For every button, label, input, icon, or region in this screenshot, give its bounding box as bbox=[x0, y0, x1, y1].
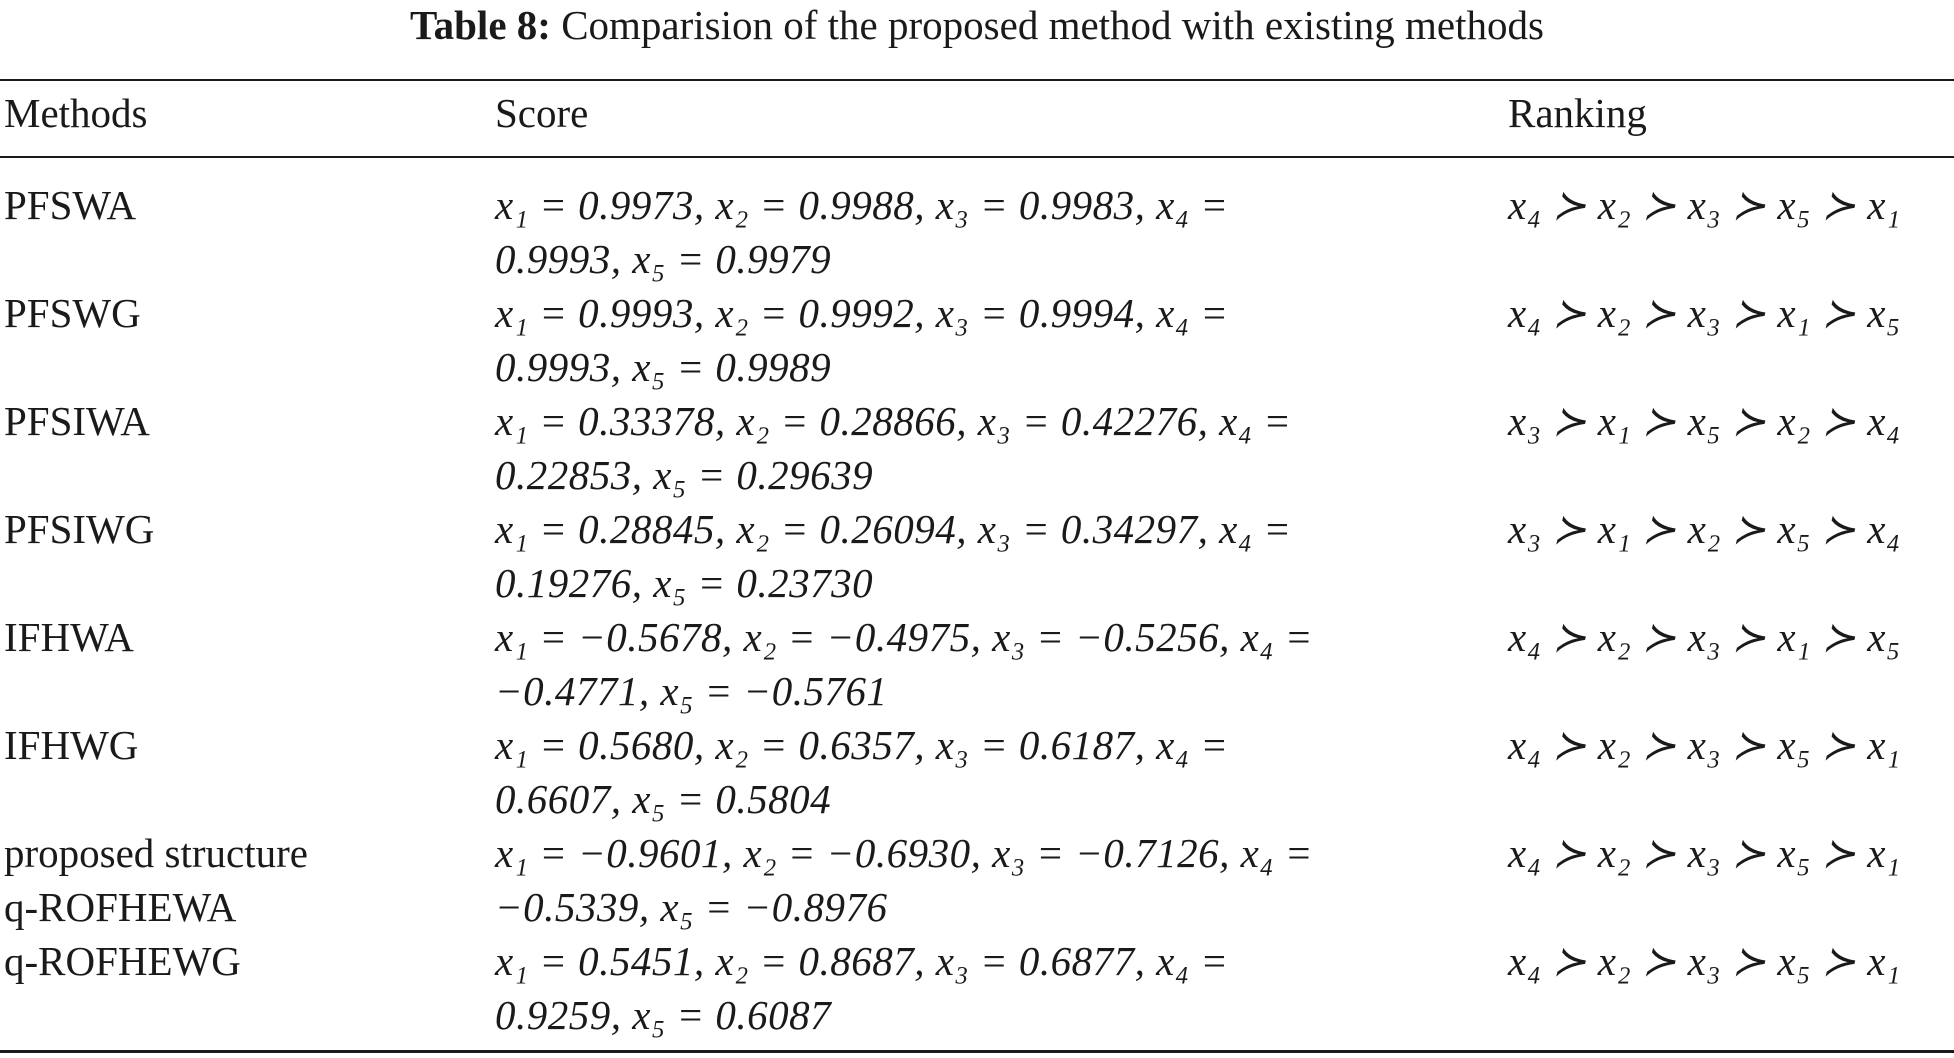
ranking-cell: x₃ ≻ x₁ ≻ x₅ ≻ x₂ ≻ x₄ bbox=[1508, 398, 1901, 444]
method-cell: PFSIWA bbox=[4, 398, 150, 444]
method-cell: IFHWA bbox=[4, 614, 134, 660]
score-cell bbox=[495, 502, 1291, 610]
method-cell bbox=[4, 826, 308, 934]
score-line: 0.9259, x₅ = 0.6087 bbox=[495, 992, 832, 1038]
table-row bbox=[0, 826, 1954, 934]
table-row bbox=[0, 286, 1954, 394]
score-line: x₁ = 0.9993, x₂ = 0.9992, x₃ = 0.9994, x₄ = bbox=[495, 290, 1229, 336]
table-caption-text: Comparision of the proposed method with existing methods bbox=[561, 2, 1544, 48]
ranking-cell: x₄ ≻ x₂ ≻ x₃ ≻ x₅ ≻ x₁ bbox=[1508, 182, 1901, 228]
ranking-cell: x₄ ≻ x₂ ≻ x₃ ≻ x₅ ≻ x₁ bbox=[1508, 830, 1901, 876]
score-line: −0.4771, x₅ = −0.5761 bbox=[495, 668, 888, 714]
table-caption-label: Table 8: bbox=[410, 2, 551, 48]
method-line: proposed structure bbox=[4, 830, 308, 876]
score-line: x₁ = 0.33378, x₂ = 0.28866, x₃ = 0.42276, x₄ = bbox=[495, 398, 1292, 444]
ranking-cell: x₄ ≻ x₂ ≻ x₃ ≻ x₁ ≻ x₅ bbox=[1508, 290, 1901, 336]
table-row bbox=[0, 178, 1954, 286]
method-cell: PFSWG bbox=[4, 290, 141, 336]
score-line: 0.9993, x₅ = 0.9989 bbox=[495, 344, 832, 390]
table-row bbox=[0, 934, 1954, 1042]
header-rule bbox=[0, 156, 1954, 158]
top-rule bbox=[0, 79, 1954, 81]
score-line: 0.6607, x₅ = 0.5804 bbox=[495, 776, 832, 822]
score-line: x₁ = 0.28845, x₂ = 0.26094, x₃ = 0.34297, x₄ = bbox=[495, 506, 1292, 552]
method-cell: IFHWG bbox=[4, 722, 139, 768]
method-cell: q-ROFHEWG bbox=[4, 938, 241, 984]
method-cell: PFSWA bbox=[4, 182, 137, 228]
header-methods: Methods bbox=[4, 90, 148, 136]
score-line: x₁ = 0.9973, x₂ = 0.9988, x₃ = 0.9983, x₄ = bbox=[495, 182, 1229, 228]
score-line: 0.9993, x₅ = 0.9979 bbox=[495, 236, 832, 282]
method-cell: PFSIWG bbox=[4, 506, 155, 552]
header-ranking: Ranking bbox=[1508, 90, 1647, 136]
table-row bbox=[0, 718, 1954, 826]
score-cell bbox=[495, 826, 1313, 934]
score-cell bbox=[495, 610, 1313, 718]
score-cell bbox=[495, 286, 1228, 394]
ranking-cell: x₄ ≻ x₂ ≻ x₃ ≻ x₅ ≻ x₁ bbox=[1508, 938, 1901, 984]
score-line: −0.5339, x₅ = −0.8976 bbox=[495, 884, 888, 930]
score-line: x₁ = −0.9601, x₂ = −0.6930, x₃ = −0.7126, x₄ = bbox=[495, 830, 1313, 876]
score-line: 0.22853, x₅ = 0.29639 bbox=[495, 452, 874, 498]
ranking-cell: x₄ ≻ x₂ ≻ x₃ ≻ x₅ ≻ x₁ bbox=[1508, 722, 1901, 768]
ranking-cell: x₄ ≻ x₂ ≻ x₃ ≻ x₁ ≻ x₅ bbox=[1508, 614, 1901, 660]
ranking-cell: x₃ ≻ x₁ ≻ x₂ ≻ x₅ ≻ x₄ bbox=[1508, 506, 1901, 552]
bottom-rule bbox=[0, 1050, 1954, 1053]
score-line: x₁ = −0.5678, x₂ = −0.4975, x₃ = −0.5256, x₄ = bbox=[495, 614, 1313, 660]
method-line: q-ROFHEWA bbox=[4, 884, 237, 930]
table-row bbox=[0, 610, 1954, 718]
score-line: x₁ = 0.5451, x₂ = 0.8687, x₃ = 0.6877, x₄ = bbox=[495, 938, 1229, 984]
score-line: x₁ = 0.5680, x₂ = 0.6357, x₃ = 0.6187, x₄ = bbox=[495, 722, 1229, 768]
header-score: Score bbox=[495, 90, 589, 136]
table-caption bbox=[0, 0, 1954, 50]
table-body bbox=[0, 178, 1954, 1042]
score-cell bbox=[495, 718, 1228, 826]
score-cell bbox=[495, 394, 1291, 502]
score-cell bbox=[495, 934, 1228, 1042]
score-cell bbox=[495, 178, 1228, 286]
table-row bbox=[0, 502, 1954, 610]
table-row bbox=[0, 394, 1954, 502]
score-line: 0.19276, x₅ = 0.23730 bbox=[495, 560, 874, 606]
